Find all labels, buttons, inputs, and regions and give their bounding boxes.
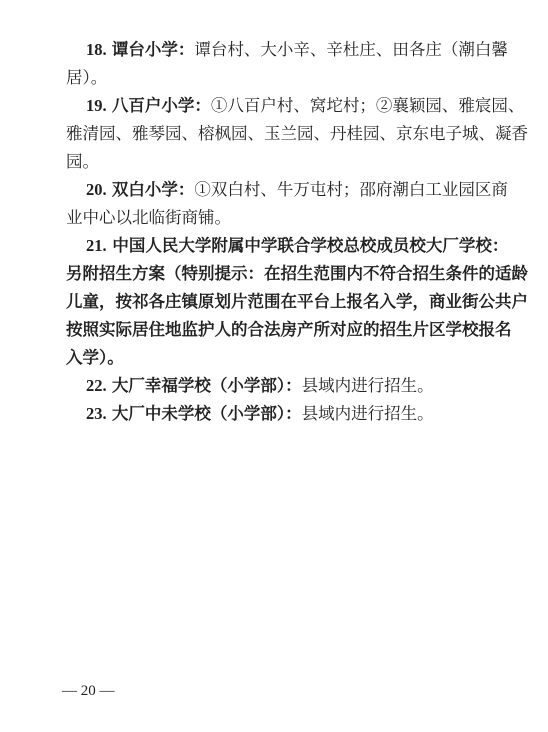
item-19-line-1 xyxy=(86,96,525,116)
item-18-line-1 xyxy=(86,40,516,60)
item-19-name: 八百户小学： xyxy=(111,96,211,115)
item-22-text-1: 县域内进行招生。 xyxy=(301,376,434,395)
item-19-line-2 xyxy=(66,124,528,144)
item-22-number: 22. xyxy=(86,376,107,395)
item-22-line-1 xyxy=(86,376,516,396)
item-18-text-1: 谭台村、大小辛、辛杜庄、田各庄（潮白馨 xyxy=(194,40,508,59)
page-number: — 20 — xyxy=(62,683,115,699)
item-21-line-2 xyxy=(66,264,528,284)
item-19-text-1: ①八百户村、窝坨村；②襄颖园、雅宸园、 xyxy=(210,96,525,115)
item-19-number: 19. xyxy=(86,96,107,115)
item-18-line-2 xyxy=(66,68,496,88)
item-21-number: 21. xyxy=(86,236,107,255)
item-21-line-3 xyxy=(66,292,528,312)
item-18-text-2: 居）。 xyxy=(66,68,108,87)
item-20-line-2 xyxy=(66,208,496,228)
item-23-name: 大厂中未学校（小学部）： xyxy=(111,404,302,423)
item-23-text-1: 县域内进行招生。 xyxy=(301,404,434,423)
item-18-number: 18. xyxy=(86,40,107,59)
item-21-text-3: 儿童，按祁各庄镇原划片范围在平台上报名入学，商业街公共户 xyxy=(66,292,528,311)
item-20-text-2: 业中心以北临街商铺。 xyxy=(66,208,231,227)
item-21-text-2: 另附招生方案（特别提示：在招生范围内不符合招生条件的适龄 xyxy=(66,264,528,283)
item-20-number: 20. xyxy=(86,180,107,199)
item-21-text-4: 按照实际居住地监护人的合法房产所对应的招生片区学校报名 xyxy=(66,320,512,339)
item-18-name: 谭台小学： xyxy=(111,40,195,59)
item-21-name: 中国人民大学附属中学联合学校总校成员校大厂学校： xyxy=(112,236,509,255)
item-19-text-3: 园。 xyxy=(66,152,99,171)
item-20-text-1: ①双白村、牛万屯村；邵府潮白工业园区商 xyxy=(194,180,508,199)
item-19-text-2: 雅清园、雅琴园、榕枫园、玉兰园、丹桂园、京东电子城、凝香 xyxy=(66,124,528,143)
item-19-line-3 xyxy=(66,152,496,172)
item-21-line-4 xyxy=(66,320,512,340)
item-21-text-5: 入学）。 xyxy=(66,348,124,367)
item-20-line-1 xyxy=(86,180,516,200)
item-20-name: 双白小学： xyxy=(111,180,195,199)
item-21-line-1 xyxy=(86,236,516,256)
item-23-line-1 xyxy=(86,404,516,424)
item-21-line-5 xyxy=(66,348,496,368)
item-22-name: 大厂幸福学校（小学部）： xyxy=(111,376,302,395)
item-23-number: 23. xyxy=(86,404,107,423)
